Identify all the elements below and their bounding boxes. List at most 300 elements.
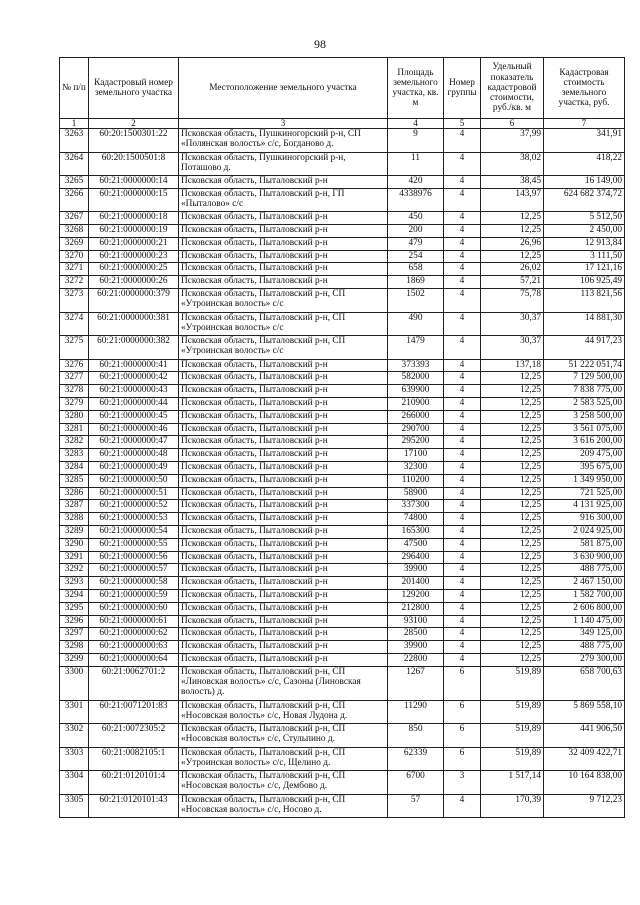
- location-cell: Псковская область, Пыталовский р-н: [179, 525, 388, 538]
- area-cell: 11290: [388, 700, 444, 724]
- location-cell: Псковская область, Пыталовский р-н: [179, 628, 388, 641]
- table-row: [60, 525, 625, 538]
- row-number-cell: 3297: [60, 628, 89, 641]
- location-cell: Псковская область, Пыталовский р-н: [179, 589, 388, 602]
- cadastral-number-cell: 60:20:1500301:22: [89, 129, 179, 153]
- cadastral-number-cell: 60:21:0000000:23: [89, 250, 179, 263]
- specific-value-cell: 30,37: [481, 336, 544, 360]
- table-row: [60, 212, 625, 225]
- row-number-cell: 3268: [60, 225, 89, 238]
- row-number-cell: 3299: [60, 653, 89, 666]
- specific-value-cell: 12,25: [481, 372, 544, 385]
- row-number-cell: 3305: [60, 794, 89, 818]
- cadastral-number-cell: 60:21:0000000:58: [89, 577, 179, 590]
- specific-value-cell: 12,25: [481, 461, 544, 474]
- column-header-specific-value: Удельный показатель кадастровой стоимости, руб./кв. м: [481, 58, 544, 119]
- group-number-cell: 4: [444, 176, 481, 189]
- location-cell: Псковская область, Пыталовский р-н, СП «Утроинская волость» с/с: [179, 312, 388, 336]
- group-number-cell: 4: [444, 212, 481, 225]
- area-cell: 658: [388, 263, 444, 276]
- group-number-cell: 4: [444, 461, 481, 474]
- table-row: [60, 152, 625, 176]
- cadastral-value-cell: 2 606 800,00: [544, 602, 625, 615]
- location-cell: Псковская область, Пыталовский р-н: [179, 372, 388, 385]
- location-cell: Псковская область, Пушкиногорский р-н, СП «Полянская волость» с/с, Богданово д.: [179, 129, 388, 153]
- specific-value-cell: 137,18: [481, 359, 544, 372]
- area-cell: 1502: [388, 289, 444, 313]
- table-body: [60, 129, 625, 818]
- table-row: [60, 449, 625, 462]
- row-number-cell: 3279: [60, 397, 89, 410]
- group-number-cell: 4: [444, 289, 481, 313]
- area-cell: 110200: [388, 474, 444, 487]
- cadastral-number-cell: 60:21:0000000:53: [89, 513, 179, 526]
- cadastral-number-cell: 60:21:0000000:45: [89, 410, 179, 423]
- specific-value-cell: 12,25: [481, 525, 544, 538]
- table-row: [60, 794, 625, 818]
- group-number-cell: 6: [444, 747, 481, 771]
- specific-value-cell: 26,96: [481, 237, 544, 250]
- location-cell: Псковская область, Пыталовский р-н: [179, 653, 388, 666]
- cadastral-value-cell: 2 467 150,00: [544, 577, 625, 590]
- row-number-cell: 3277: [60, 372, 89, 385]
- group-number-cell: 4: [444, 628, 481, 641]
- area-cell: 337300: [388, 500, 444, 513]
- specific-value-cell: 38,45: [481, 176, 544, 189]
- cadastral-value-cell: 3 561 075,00: [544, 423, 625, 436]
- cadastral-value-cell: 1 349 950,00: [544, 474, 625, 487]
- cadastral-number-cell: 60:21:0000000:56: [89, 551, 179, 564]
- area-cell: 210900: [388, 397, 444, 410]
- column-header-group: Номер группы: [444, 58, 481, 119]
- specific-value-cell: 12,25: [481, 449, 544, 462]
- cadastral-number-cell: 60:21:0071201:83: [89, 700, 179, 724]
- cadastral-value-cell: 488 775,00: [544, 564, 625, 577]
- specific-value-cell: 12,25: [481, 385, 544, 398]
- specific-value-cell: 12,25: [481, 551, 544, 564]
- area-cell: 129200: [388, 589, 444, 602]
- group-number-cell: 4: [444, 513, 481, 526]
- cadastral-number-cell: 60:21:0000000:14: [89, 176, 179, 189]
- location-cell: Псковская область, Пыталовский р-н: [179, 538, 388, 551]
- cadastral-value-cell: 2 450,00: [544, 225, 625, 238]
- cadastral-number-cell: 60:21:0000000:43: [89, 385, 179, 398]
- specific-value-cell: 519,89: [481, 700, 544, 724]
- group-number-cell: 4: [444, 577, 481, 590]
- row-number-cell: 3273: [60, 289, 89, 313]
- group-number-cell: 4: [444, 397, 481, 410]
- cadastral-number-cell: 60:21:0000000:61: [89, 615, 179, 628]
- row-number-cell: 3274: [60, 312, 89, 336]
- column-number: 5: [444, 119, 481, 129]
- table-row: [60, 771, 625, 795]
- table-row: [60, 500, 625, 513]
- area-cell: 201400: [388, 577, 444, 590]
- specific-value-cell: 12,25: [481, 602, 544, 615]
- column-number: 4: [388, 119, 444, 129]
- location-cell: Псковская область, Пыталовский р-н: [179, 410, 388, 423]
- location-cell: Псковская область, Пыталовский р-н: [179, 212, 388, 225]
- area-cell: 11: [388, 152, 444, 176]
- specific-value-cell: 12,25: [481, 589, 544, 602]
- cadastral-value-cell: 1 140 475,00: [544, 615, 625, 628]
- location-cell: Псковская область, Пыталовский р-н: [179, 513, 388, 526]
- cadastral-number-cell: 60:21:0000000:46: [89, 423, 179, 436]
- cadastral-number-cell: 60:21:0000000:52: [89, 500, 179, 513]
- cadastral-number-cell: 60:21:0000000:44: [89, 397, 179, 410]
- cadastral-value-cell: 14 881,30: [544, 312, 625, 336]
- cadastral-value-cell: 418,22: [544, 152, 625, 176]
- cadastral-number-cell: 60:21:0000000:60: [89, 602, 179, 615]
- area-cell: 639900: [388, 385, 444, 398]
- row-number-cell: 3303: [60, 747, 89, 771]
- area-cell: 74800: [388, 513, 444, 526]
- area-cell: 850: [388, 724, 444, 748]
- table-row: [60, 410, 625, 423]
- area-cell: 57: [388, 794, 444, 818]
- specific-value-cell: 12,25: [481, 577, 544, 590]
- table-row: [60, 336, 625, 360]
- row-number-cell: 3280: [60, 410, 89, 423]
- table-row: [60, 263, 625, 276]
- column-number: 6: [481, 119, 544, 129]
- cadastral-value-cell: 5 869 558,10: [544, 700, 625, 724]
- row-number-cell: 3291: [60, 551, 89, 564]
- table-row: [60, 551, 625, 564]
- cadastral-value-cell: 658 700,63: [544, 666, 625, 700]
- row-number-cell: 3300: [60, 666, 89, 700]
- location-cell: Псковская область, Пыталовский р-н: [179, 423, 388, 436]
- table-row: [60, 359, 625, 372]
- group-number-cell: 4: [444, 372, 481, 385]
- location-cell: Псковская область, Пыталовский р-н: [179, 641, 388, 654]
- location-cell: Псковская область, Пыталовский р-н: [179, 359, 388, 372]
- cadastral-number-cell: 60:21:0000000:54: [89, 525, 179, 538]
- cadastral-number-cell: 60:21:0000000:19: [89, 225, 179, 238]
- table-row: [60, 602, 625, 615]
- table-row: [60, 653, 625, 666]
- group-number-cell: 4: [444, 564, 481, 577]
- column-number: 7: [544, 119, 625, 129]
- cadastral-value-cell: 349 125,00: [544, 628, 625, 641]
- group-number-cell: 4: [444, 359, 481, 372]
- location-cell: Псковская область, Пыталовский р-н: [179, 436, 388, 449]
- row-number-cell: 3290: [60, 538, 89, 551]
- cadastral-number-cell: 60:21:0000000:41: [89, 359, 179, 372]
- cadastral-value-cell: 916 300,00: [544, 513, 625, 526]
- cadastral-value-cell: 12 913,84: [544, 237, 625, 250]
- area-cell: 479: [388, 237, 444, 250]
- group-number-cell: 4: [444, 188, 481, 212]
- row-number-cell: 3283: [60, 449, 89, 462]
- cadastral-value-cell: 3 616 200,00: [544, 436, 625, 449]
- location-cell: Псковская область, Пыталовский р-н, ГП «Пыталово» с/с: [179, 188, 388, 212]
- cadastral-value-cell: 16 149,00: [544, 176, 625, 189]
- table-row: [60, 724, 625, 748]
- table-row: [60, 397, 625, 410]
- location-cell: Псковская область, Пыталовский р-н: [179, 551, 388, 564]
- group-number-cell: 4: [444, 538, 481, 551]
- cadastral-value-cell: 3 111,50: [544, 250, 625, 263]
- area-cell: 1869: [388, 276, 444, 289]
- column-header-cadastral-number: Кадастровый номер земельного участка: [89, 58, 179, 119]
- area-cell: 47500: [388, 538, 444, 551]
- group-number-cell: 4: [444, 312, 481, 336]
- area-cell: 165300: [388, 525, 444, 538]
- specific-value-cell: 519,89: [481, 724, 544, 748]
- area-cell: 373393: [388, 359, 444, 372]
- table-row: [60, 628, 625, 641]
- cadastral-number-cell: 60:21:0000000:51: [89, 487, 179, 500]
- cadastral-number-cell: 60:21:0000000:42: [89, 372, 179, 385]
- specific-value-cell: 12,25: [481, 410, 544, 423]
- row-number-cell: 3267: [60, 212, 89, 225]
- specific-value-cell: 12,25: [481, 474, 544, 487]
- area-cell: 17100: [388, 449, 444, 462]
- cadastral-value-cell: 624 682 374,72: [544, 188, 625, 212]
- specific-value-cell: 37,99: [481, 129, 544, 153]
- specific-value-cell: 12,25: [481, 615, 544, 628]
- area-cell: 200: [388, 225, 444, 238]
- row-number-cell: 3294: [60, 589, 89, 602]
- area-cell: 295200: [388, 436, 444, 449]
- cadastral-value-cell: 279 300,00: [544, 653, 625, 666]
- location-cell: Псковская область, Пыталовский р-н: [179, 449, 388, 462]
- cadastral-value-cell: 44 917,23: [544, 336, 625, 360]
- row-number-cell: 3304: [60, 771, 89, 795]
- area-cell: 582000: [388, 372, 444, 385]
- area-cell: 254: [388, 250, 444, 263]
- group-number-cell: 4: [444, 423, 481, 436]
- row-number-cell: 3272: [60, 276, 89, 289]
- location-cell: Псковская область, Пыталовский р-н, СП «Носовская волость» с/с, Носово д.: [179, 794, 388, 818]
- specific-value-cell: 38,02: [481, 152, 544, 176]
- cadastral-value-cell: 441 906,50: [544, 724, 625, 748]
- cadastral-value-cell: 2 024 925,00: [544, 525, 625, 538]
- cadastral-number-cell: 60:21:0000000:379: [89, 289, 179, 313]
- cadastral-number-cell: 60:21:0000000:21: [89, 237, 179, 250]
- row-number-cell: 3296: [60, 615, 89, 628]
- table-row: [60, 577, 625, 590]
- cadastral-number-cell: 60:21:0000000:50: [89, 474, 179, 487]
- cadastral-value-cell: 3 630 900,00: [544, 551, 625, 564]
- row-number-cell: 3271: [60, 263, 89, 276]
- table-row: [60, 372, 625, 385]
- group-number-cell: 4: [444, 152, 481, 176]
- cadastral-number-cell: 60:21:0000000:47: [89, 436, 179, 449]
- location-cell: Псковская область, Пыталовский р-н: [179, 564, 388, 577]
- area-cell: 93100: [388, 615, 444, 628]
- group-number-cell: 4: [444, 276, 481, 289]
- cadastral-number-cell: 60:21:0120101:43: [89, 794, 179, 818]
- row-number-cell: 3288: [60, 513, 89, 526]
- group-number-cell: 4: [444, 474, 481, 487]
- location-cell: Псковская область, Пыталовский р-н: [179, 602, 388, 615]
- area-cell: 9: [388, 129, 444, 153]
- cadastral-number-cell: 60:21:0000000:55: [89, 538, 179, 551]
- group-number-cell: 4: [444, 653, 481, 666]
- area-cell: 58900: [388, 487, 444, 500]
- row-number-cell: 3264: [60, 152, 89, 176]
- group-number-cell: 4: [444, 487, 481, 500]
- cadastral-number-cell: 60:21:0000000:15: [89, 188, 179, 212]
- group-number-cell: 6: [444, 700, 481, 724]
- cadastral-number-cell: 60:21:0000000:26: [89, 276, 179, 289]
- specific-value-cell: 519,89: [481, 666, 544, 700]
- column-number: 2: [89, 119, 179, 129]
- specific-value-cell: 30,37: [481, 312, 544, 336]
- location-cell: Псковская область, Пыталовский р-н: [179, 474, 388, 487]
- specific-value-cell: 57,21: [481, 276, 544, 289]
- location-cell: Псковская область, Пыталовский р-н: [179, 250, 388, 263]
- group-number-cell: 4: [444, 436, 481, 449]
- cadastral-value-cell: 7 129 500,00: [544, 372, 625, 385]
- cadastral-value-cell: 488 775,00: [544, 641, 625, 654]
- row-number-cell: 3269: [60, 237, 89, 250]
- location-cell: Псковская область, Пушкиногорский р-н, Поташово д.: [179, 152, 388, 176]
- cadastral-number-cell: 60:21:0000000:382: [89, 336, 179, 360]
- specific-value-cell: 12,25: [481, 212, 544, 225]
- cadastral-number-cell: 60:21:0000000:25: [89, 263, 179, 276]
- table-row: [60, 176, 625, 189]
- cadastral-value-cell: 1 582 700,00: [544, 589, 625, 602]
- table-row: [60, 385, 625, 398]
- area-cell: 450: [388, 212, 444, 225]
- cadastral-number-cell: 60:21:0000000:48: [89, 449, 179, 462]
- area-cell: 39900: [388, 641, 444, 654]
- row-number-cell: 3284: [60, 461, 89, 474]
- specific-value-cell: 12,25: [481, 423, 544, 436]
- cadastral-value-cell: 4 131 925,00: [544, 500, 625, 513]
- specific-value-cell: 12,25: [481, 250, 544, 263]
- group-number-cell: 4: [444, 794, 481, 818]
- location-cell: Псковская область, Пыталовский р-н: [179, 461, 388, 474]
- cadastral-value-cell: 5 512,50: [544, 212, 625, 225]
- row-number-cell: 3292: [60, 564, 89, 577]
- cadastral-value-cell: 7 838 775,00: [544, 385, 625, 398]
- area-cell: 32300: [388, 461, 444, 474]
- row-number-cell: 3289: [60, 525, 89, 538]
- group-number-cell: 4: [444, 500, 481, 513]
- specific-value-cell: 143,97: [481, 188, 544, 212]
- cadastral-value-cell: 209 475,00: [544, 449, 625, 462]
- row-number-cell: 3278: [60, 385, 89, 398]
- area-cell: 290700: [388, 423, 444, 436]
- area-cell: 1479: [388, 336, 444, 360]
- group-number-cell: 4: [444, 551, 481, 564]
- column-header-cadastral-value: Кадастровая стоимость земельного участка, руб.: [544, 58, 625, 119]
- location-cell: Псковская область, Пыталовский р-н, СП «Утроинская волость» с/с, Щелино д.: [179, 747, 388, 771]
- specific-value-cell: 12,25: [481, 397, 544, 410]
- location-cell: Псковская область, Пыталовский р-н, СП «Утроинская волость» с/с: [179, 289, 388, 313]
- cadastral-value-cell: 32 409 422,71: [544, 747, 625, 771]
- group-number-cell: 4: [444, 237, 481, 250]
- column-numbers-row: [60, 119, 625, 129]
- specific-value-cell: 519,89: [481, 747, 544, 771]
- cadastral-value-table: [59, 57, 625, 818]
- row-number-cell: 3293: [60, 577, 89, 590]
- table-row: [60, 250, 625, 263]
- row-number-cell: 3266: [60, 188, 89, 212]
- cadastral-number-cell: 60:21:0000000:18: [89, 212, 179, 225]
- group-number-cell: 4: [444, 641, 481, 654]
- table-row: [60, 237, 625, 250]
- group-number-cell: 4: [444, 449, 481, 462]
- cadastral-number-cell: 60:21:0000000:57: [89, 564, 179, 577]
- cadastral-number-cell: 60:21:0000000:64: [89, 653, 179, 666]
- specific-value-cell: 12,25: [481, 436, 544, 449]
- specific-value-cell: 75,78: [481, 289, 544, 313]
- location-cell: Псковская область, Пыталовский р-н: [179, 225, 388, 238]
- specific-value-cell: 26,02: [481, 263, 544, 276]
- area-cell: 6700: [388, 771, 444, 795]
- cadastral-number-cell: 60:21:0072305:2: [89, 724, 179, 748]
- area-cell: 1267: [388, 666, 444, 700]
- row-number-cell: 3276: [60, 359, 89, 372]
- table-header-row: [60, 58, 625, 119]
- row-number-cell: 3265: [60, 176, 89, 189]
- table-row: [60, 538, 625, 551]
- specific-value-cell: 12,25: [481, 500, 544, 513]
- specific-value-cell: 170,39: [481, 794, 544, 818]
- cadastral-number-cell: 60:21:0000000:381: [89, 312, 179, 336]
- area-cell: 4338976: [388, 188, 444, 212]
- table-row: [60, 747, 625, 771]
- group-number-cell: 4: [444, 250, 481, 263]
- row-number-cell: 3298: [60, 641, 89, 654]
- column-number: 3: [179, 119, 388, 129]
- specific-value-cell: 12,25: [481, 538, 544, 551]
- location-cell: Псковская область, Пыталовский р-н, СП «Носовская волость» с/с, Стульпино д.: [179, 724, 388, 748]
- column-header-number: № п/п: [60, 58, 89, 119]
- area-cell: 266000: [388, 410, 444, 423]
- cadastral-value-cell: 581 875,00: [544, 538, 625, 551]
- cadastral-value-cell: 395 675,00: [544, 461, 625, 474]
- area-cell: 22800: [388, 653, 444, 666]
- cadastral-number-cell: 60:21:0000000:49: [89, 461, 179, 474]
- group-number-cell: 4: [444, 263, 481, 276]
- location-cell: Псковская область, Пыталовский р-н: [179, 577, 388, 590]
- location-cell: Псковская область, Пыталовский р-н: [179, 176, 388, 189]
- group-number-cell: 4: [444, 225, 481, 238]
- specific-value-cell: 12,25: [481, 564, 544, 577]
- group-number-cell: 6: [444, 666, 481, 700]
- cadastral-number-cell: 60:20:1500501:8: [89, 152, 179, 176]
- area-cell: 420: [388, 176, 444, 189]
- group-number-cell: 3: [444, 771, 481, 795]
- table-row: [60, 474, 625, 487]
- table-row: [60, 312, 625, 336]
- group-number-cell: 4: [444, 615, 481, 628]
- table-row: [60, 423, 625, 436]
- location-cell: Псковская область, Пыталовский р-н: [179, 397, 388, 410]
- location-cell: Псковская область, Пыталовский р-н: [179, 487, 388, 500]
- location-cell: Псковская область, Пыталовский р-н, СП «Носовская волость» с/с, Дембово д.: [179, 771, 388, 795]
- specific-value-cell: 12,25: [481, 487, 544, 500]
- row-number-cell: 3286: [60, 487, 89, 500]
- table-row: [60, 129, 625, 153]
- location-cell: Псковская область, Пыталовский р-н, СП «Носовская волость» с/с, Новая Лудона д.: [179, 700, 388, 724]
- table-row: [60, 436, 625, 449]
- group-number-cell: 4: [444, 602, 481, 615]
- row-number-cell: 3285: [60, 474, 89, 487]
- group-number-cell: 4: [444, 385, 481, 398]
- specific-value-cell: 12,25: [481, 225, 544, 238]
- row-number-cell: 3270: [60, 250, 89, 263]
- group-number-cell: 4: [444, 129, 481, 153]
- group-number-cell: 4: [444, 589, 481, 602]
- specific-value-cell: 12,25: [481, 653, 544, 666]
